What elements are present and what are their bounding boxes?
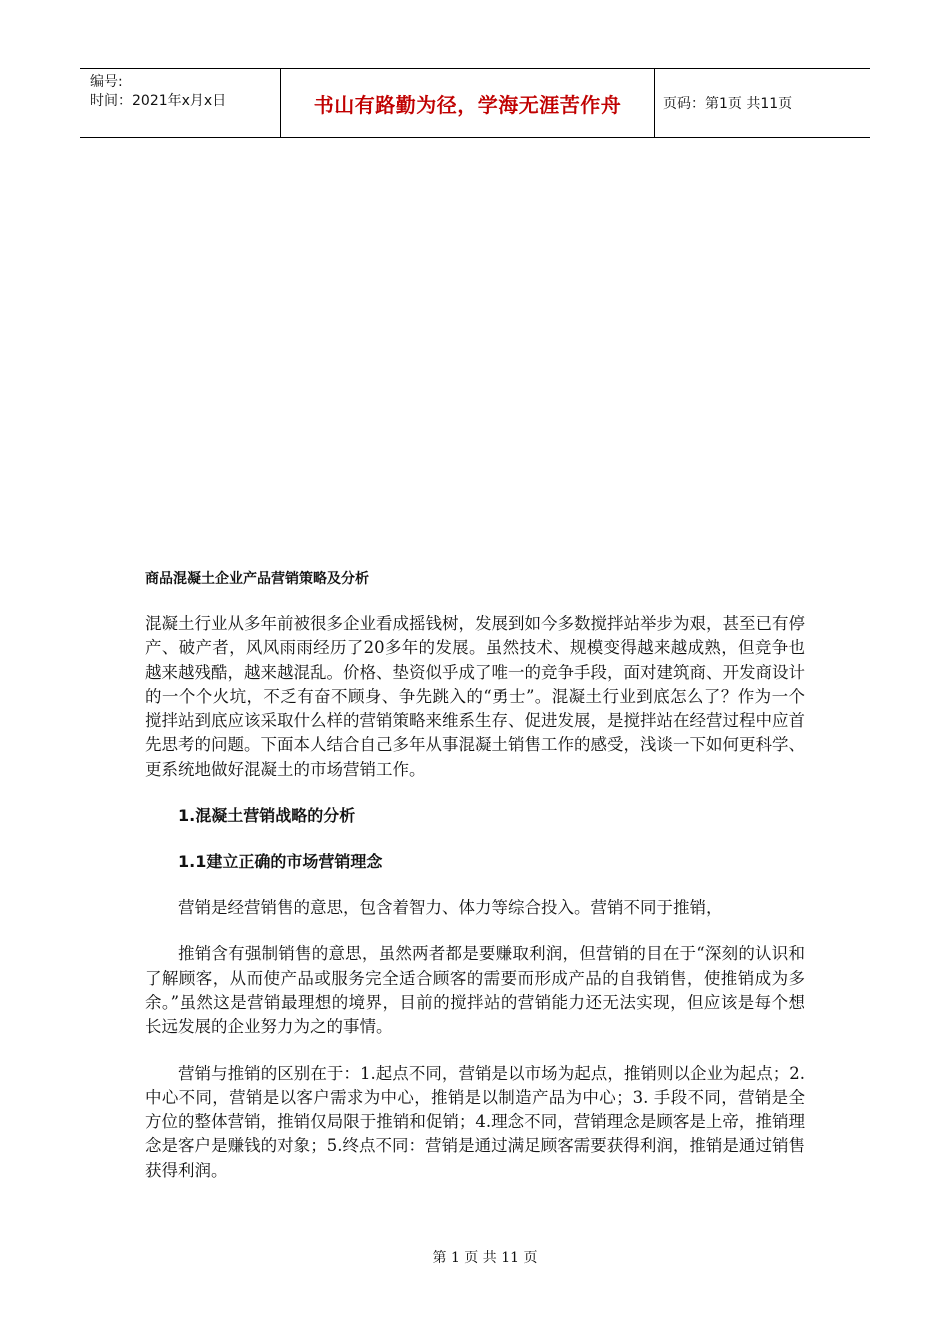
- intro-paragraph: 混凝土行业从多年前被很多企业看成摇钱树，发展到如今多数搅拌站举步为艰，甚至已有停产、破产者，风风雨雨经历了20多年的发展。虽然技术、规模变得越来越成熟，但竞争也越来越残酷，越来越混乱。价格、垫资似乎成了唯一的竞争手段，面对建筑商、开发商设计的一个个火坑，不乏有奋不顾身、争先跳入的“勇士”。混凝土行业到底怎么了？作为一个搅拌站到底应该采取什么样的营销策略来维系生存、促进发展，是搅拌站在经营过程中应首先思考的问题。下面本人结合自己多年从事混凝土销售工作的感受，浅谈一下如何更科学、更系统地做好混凝土的市场营销工作。: [145, 614, 805, 779]
- header-code: 编号:: [90, 74, 123, 90]
- header-time: 时间：2021年x月x日: [90, 93, 227, 109]
- page-footer: 第 1 页 共 11 页: [432, 1250, 538, 1266]
- header-motto: 书山有路勤为径，学海无涯苦作舟: [281, 69, 655, 137]
- body-paragraph-1: 营销是经营销售的意思，包含着智力、体力等综合投入。营销不同于推销，: [178, 898, 723, 918]
- page-header: [80, 68, 870, 138]
- body-paragraph-2: 推销含有强制销售的意思，虽然两者都是要赚取利润，但营销的目在于“深刻的认识和了解顾客，从而使产品或服务完全适合顾客的需要而形成产品的自我销售，使推销成为多余。”虽然这是营销最理想的境界，目前的搅拌站的营销能力还无法实现，但应该是每个想长远发展的企业努力为之的事情。: [145, 944, 805, 1037]
- body-paragraph-3: 营销与推销的区别在于：1.起点不同，营销是以市场为起点，推销则以企业为起点；2.中心不同，营销是以客户需求为中心，推销是以制造产品为中心；3. 手段不同，营销是全方位的整体营销，推销仅局限于推销和促销；4.理念不同，营销理念是顾客是上帝，推销理念是客户是赚钱的对象；5.终点不同：营销是通过满足顾客需要获得利润，推销是通过销售获得利润。: [145, 1063, 805, 1180]
- section-heading-1: 1.混凝土营销战略的分析: [178, 806, 356, 826]
- document-body: [145, 568, 805, 1205]
- header-meta: [80, 69, 281, 137]
- header-page-number: 页码：第1页 共11页: [663, 96, 793, 112]
- document-title: 商品混凝土企业产品营销策略及分析: [145, 571, 369, 587]
- section-heading-1-1: 1.1建立正确的市场营销理念: [178, 852, 383, 872]
